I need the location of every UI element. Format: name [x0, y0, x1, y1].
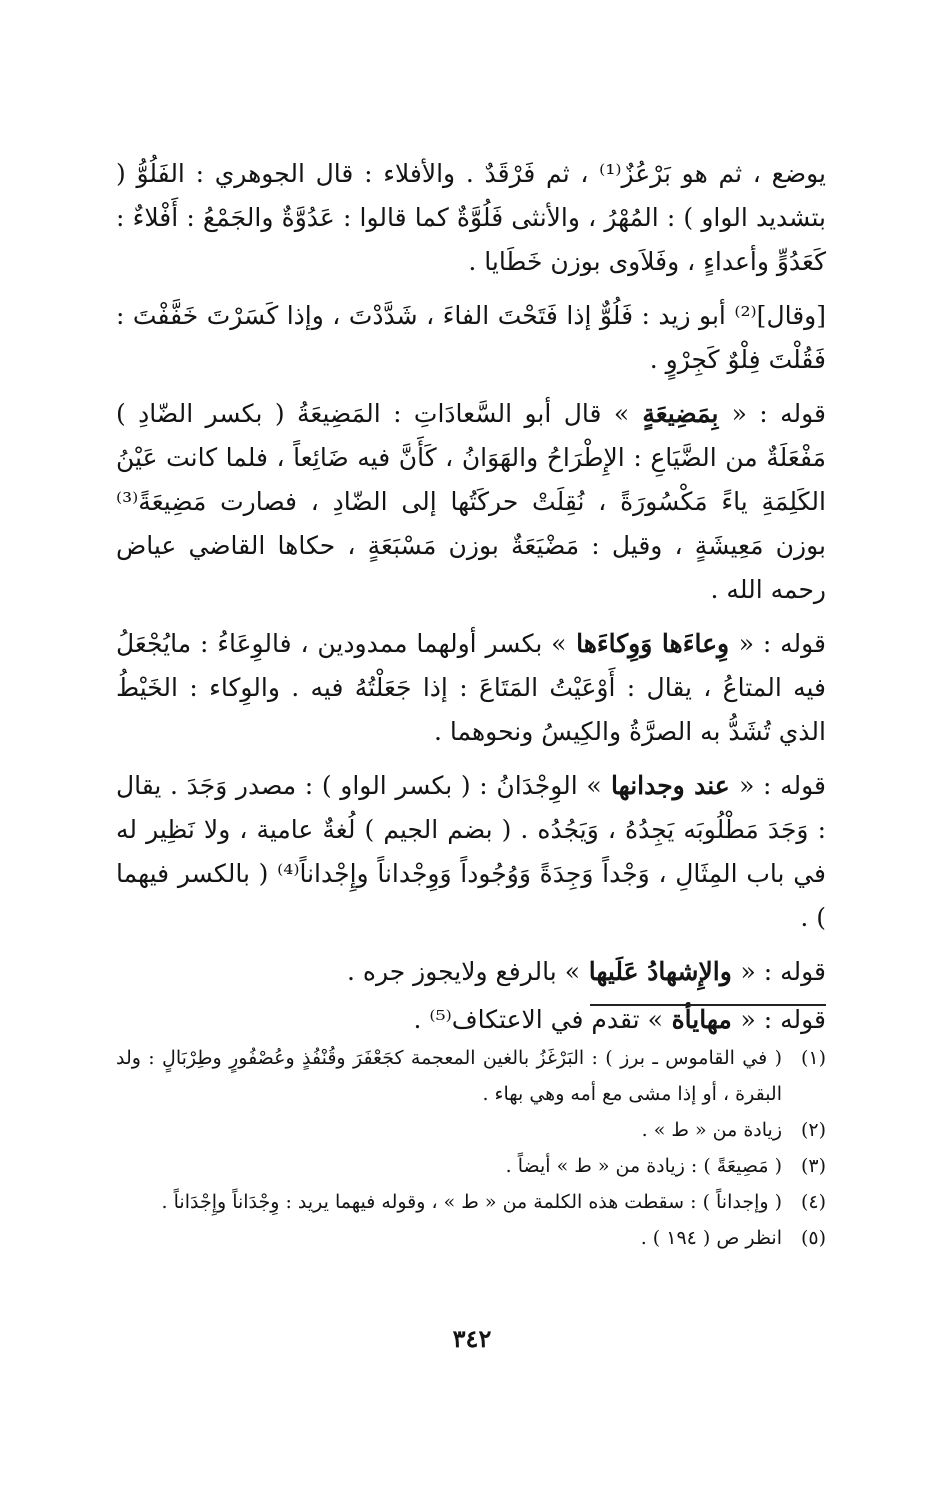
paragraph-5 [116, 764, 826, 940]
paragraph-7-body: » تقدم في الاعتكاف⁽⁵⁾ . [413, 1005, 663, 1034]
footnote-2 [116, 1112, 826, 1148]
paragraph-4-body: » بكسر أولهما ممدودين ، فالوِعَاءُ : مايُجْعَلُ فيه المتاعُ ، يقال : أَوْعَيْتُ المَتَاعَ : إذا جَعَلْتُهُ فيه . والوِكاء : الخَيْطُ الذي تُشَدُّ به الصرَّةُ والكِيسُ ونحوهما . [116, 629, 826, 746]
footnote-divider [590, 1004, 826, 1006]
paragraph-6 [116, 950, 826, 994]
footnote-text: ( في القاموس ـ برز ) : البَرْغَزُ بالغين المعجمة كجَعْفَرَ وقُنْفُذٍ وعُصْفُورٍ وطِرْبَالٍ : ولد البقرة ، أو إذا مشى مع أمه وهي بهاء . [116, 1047, 782, 1105]
footnotes [116, 1040, 826, 1256]
quote-open: قوله : « [739, 771, 827, 800]
paragraph-3-body: » قال أبو السَّعادَاتِ : المَضِيعَةُ ( بكسر الضّادِ ) مَفْعَلَةٌ من الضَّيَاعِ : الإِطْرَاحُ والهَوَانُ ، كَأَنَّ فيه ضَائِعاً ، فلما كانت عَيْنُ الكَلِمَةِ ياءً مَكْسُورَةً ، نُقِلَتْ حركَتُها إلى الضّادِ ، فصارت مَضِيعَةً⁽³⁾ بوزن مَعِيشَةٍ ، وقيل : مَضْيَعَةٌ بوزن مَسْبَعَةٍ ، حكاها القاضي عياض رحمه الله . [116, 399, 826, 604]
quote-open: قوله : « [740, 1005, 826, 1034]
paragraph-6-body: » بالرفع ولايجوز جره . [346, 957, 580, 986]
paragraph-1: يوضع ، ثم هو بَرْعُزٌ⁽¹⁾ ، ثم فَرْقَدٌ . والأفلاء : قال الجوهري : الفَلُوُّ ( بتشديد الواو ) : المُهْرُ ، والأنثى فَلُوَّةٌ كما قالوا : عَدُوَّةٌ والجَمْعُ : أَفْلاءٌ : كَعَدُوٍّ وأعداءٍ ، وفَلاَوى بوزن خَطَايا . [116, 159, 827, 276]
headword-wijdaniha: عند وجدانها [601, 771, 740, 800]
paragraph-5-body: » الوِجْدَانُ : ( بكسر الواو ) : مصدر وَجَدَ . يقال : وَجَدَ مَطْلُوبَه يَجِدُهُ ، وَيَجُدُه . ( بضم الجيم ) لُغةٌ عامية ، ولا نَظِير له في باب المِثَالِ ، وَجْداً وَجِدَةً وَوُجُوداً وَوِجْداناً وإِجْداناً⁽⁴⁾ ( بالكسر فيهما ) . [116, 771, 826, 932]
footnote-text: زيادة من « ط » . [641, 1119, 782, 1141]
page-number: ٣٤٢ [452, 1324, 492, 1353]
footnote-4 [116, 1184, 826, 1220]
footnote-1 [116, 1040, 826, 1112]
footnote-text: ( مَصِيعَةً ) : زيادة من « ط » أيضاً . [505, 1155, 782, 1177]
quote-open: قوله : « [738, 629, 827, 658]
footnote-text: ( وإجداناً ) : سقطت هذه الكلمة من « ط » ، وقوله فيهما يريد : وِجْدَاناً وإِجْدَاناً . [161, 1191, 782, 1213]
headword-ishhad: والإِشهادُ عَلَيها [580, 957, 741, 986]
headword-madia: بِمَضِيعَةٍ [629, 399, 732, 428]
footnote-number: (٤) [800, 1191, 826, 1213]
paragraph-3 [116, 392, 826, 612]
footnote-text: انظر ص ( ١٩٤ ) . [640, 1227, 782, 1249]
footnote-number: (٢) [800, 1119, 826, 1141]
paragraph-2: [وقال]⁽²⁾ أبو زيد : فَلُوٌّ إذا فَتَحْتَ الفاءَ ، شَدَّدْتَ ، وإذا كَسَرْتَ خَفَّفْتَ : فَقُلْتَ فِلْوٌ كَجِرْوٍ . [116, 301, 826, 374]
footnote-number: (٣) [800, 1155, 826, 1177]
quote-open: قوله : « [731, 399, 827, 428]
headword-muhaya: مهايأة [662, 1005, 741, 1034]
footnote-number: (١) [800, 1047, 826, 1069]
footnote-number: (٥) [800, 1227, 826, 1249]
quote-open: قوله : « [740, 957, 826, 986]
paragraph-4 [116, 622, 826, 754]
headword-wiaaha: وِعاءَها وَوِكاءَها [566, 629, 739, 658]
footnote-5 [116, 1220, 826, 1256]
main-text [116, 152, 826, 1046]
footnote-3 [116, 1148, 826, 1184]
